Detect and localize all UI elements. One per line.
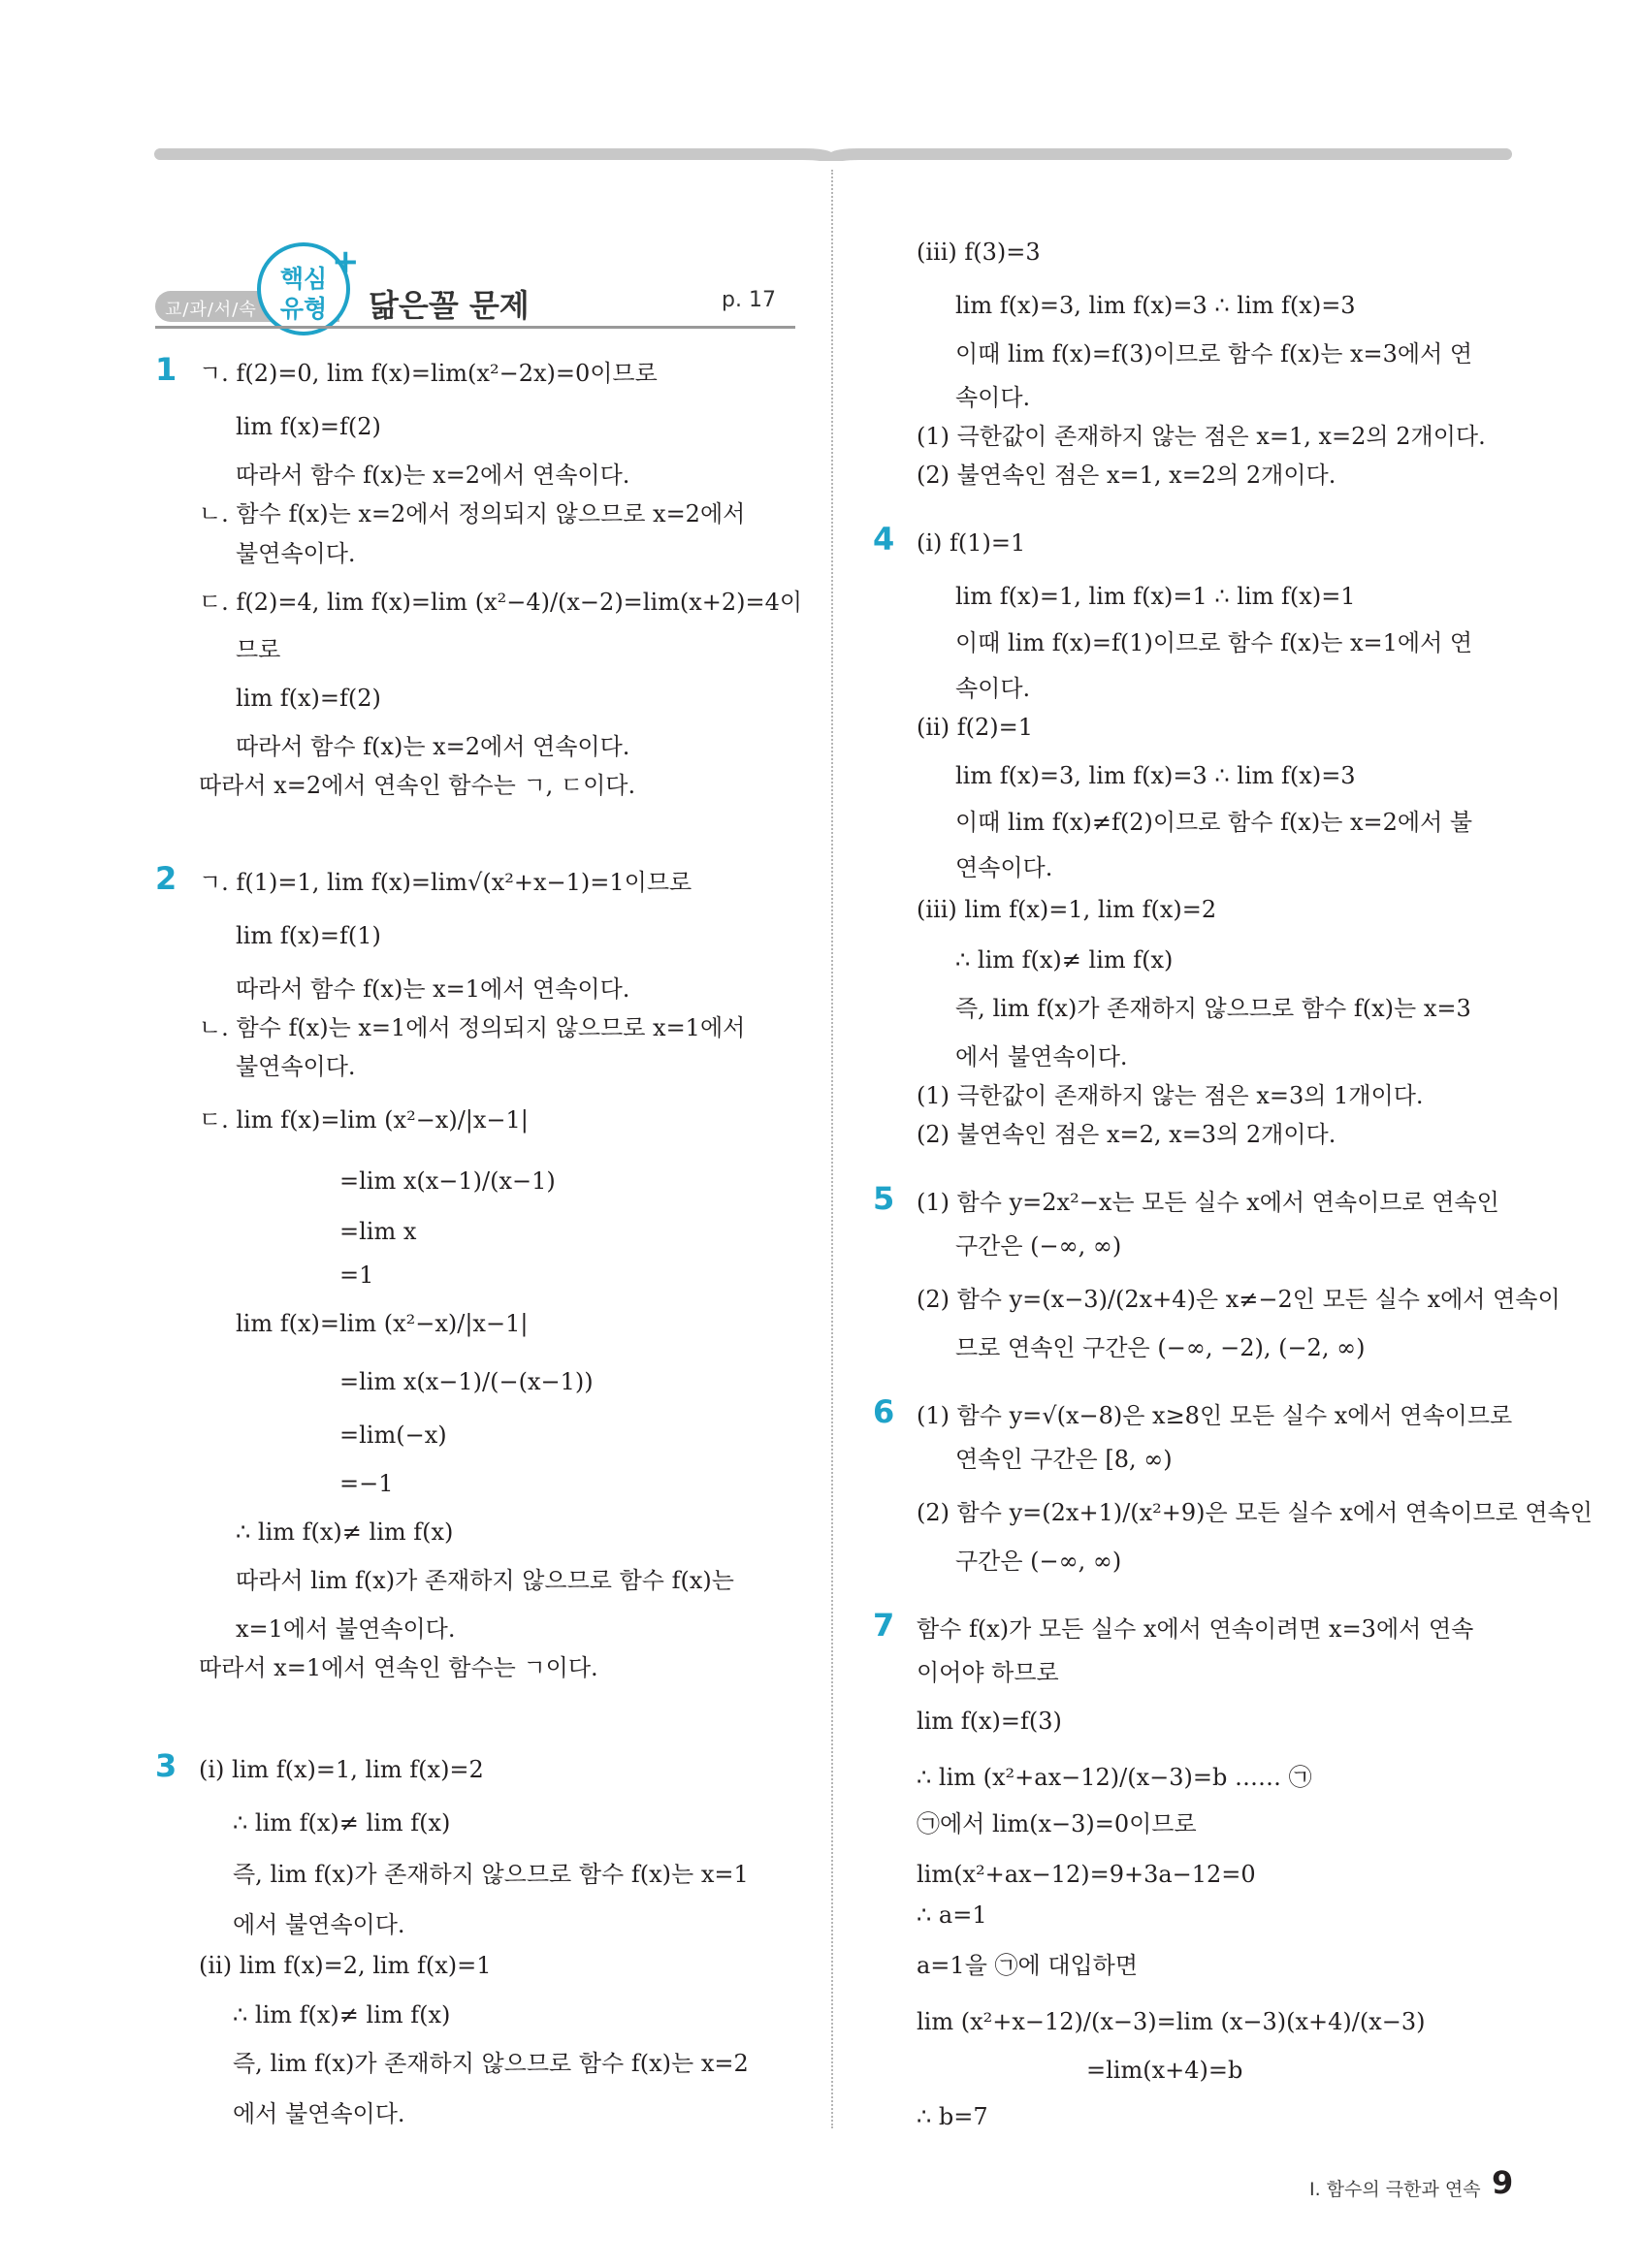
problem-number: 2 [155, 860, 177, 897]
solution-line: 불연속이다. [236, 540, 356, 567]
solution-line: 에서 불연속이다. [233, 2100, 405, 2127]
page-number: 9 [1492, 2164, 1514, 2201]
solution-line: =lim(−x) [339, 1421, 447, 1449]
solution-line: ∴ lim f(x)≠ lim f(x) [955, 946, 1174, 974]
solution-line: ㄴ. 함수 f(x)는 x=1에서 정의되지 않으므로 x=1에서 [199, 1014, 746, 1041]
solution-line: ㄷ. lim f(x)=lim (x²−x)/|x−1| [199, 1106, 529, 1134]
solution-line: (1) 극한값이 존재하지 않는 점은 x=3의 1개이다. [917, 1082, 1424, 1109]
solution-line: 므로 연속인 구간은 (−∞, −2), (−2, ∞) [955, 1334, 1366, 1361]
solution-line: =1 [339, 1262, 374, 1289]
solution-line: 이어야 하므로 [917, 1659, 1059, 1686]
solution-line: ㄱ. f(1)=1, lim f(x)=lim√(x²+x−1)=1이므로 [199, 869, 692, 896]
solution-line: (2) 함수 y=(x−3)/(2x+4)은 x≠−2인 모든 실수 x에서 연속이 [917, 1286, 1561, 1313]
problem-number: 4 [873, 521, 895, 558]
solution-line: (iii) lim f(x)=1, lim f(x)=2 [917, 896, 1217, 923]
solution-line: ㄷ. f(2)=4, lim f(x)=lim (x²−4)/(x−2)=lim(x+2)=4이 [199, 589, 803, 616]
solution-line: (2) 함수 y=(2x+1)/(x²+9)은 모든 실수 x에서 연속이므로 연속인 [917, 1499, 1593, 1526]
solution-line: 연속인 구간은 [8, ∞) [955, 1446, 1173, 1473]
solution-line: ∴ lim f(x)≠ lim f(x) [233, 1809, 451, 1837]
solution-line: (2) 불연속인 점은 x=1, x=2의 2개이다. [917, 462, 1336, 489]
solution-line: =−1 [339, 1470, 394, 1497]
solution-line: (i) lim f(x)=1, lim f(x)=2 [199, 1756, 484, 1783]
solution-line: a=1을 ㉠에 대입하면 [917, 1952, 1139, 1979]
solution-line: =lim x [339, 1218, 417, 1245]
solution-line: lim f(x)=f(1) [236, 922, 381, 949]
solution-line: ㉠에서 lim(x−3)=0이므로 [917, 1810, 1197, 1837]
solution-line: lim(x²+ax−12)=9+3a−12=0 [917, 1861, 1256, 1888]
column-divider [831, 170, 833, 2128]
solution-line: 이때 lim f(x)≠f(2)이므로 함수 f(x)는 x=2에서 불 [955, 809, 1473, 836]
badge-plus-icon: + [332, 242, 360, 281]
solution-line: lim f(x)=3, lim f(x)=3 ∴ lim f(x)=3 [955, 292, 1356, 319]
solution-line: ∴ a=1 [917, 1901, 987, 1929]
solution-line: (ii) lim f(x)=2, lim f(x)=1 [199, 1952, 492, 1979]
solution-line: (ii) f(2)=1 [917, 714, 1033, 741]
solution-line: 함수 f(x)가 모든 실수 x에서 연속이려면 x=3에서 연속 [917, 1615, 1474, 1643]
problem-number: 7 [873, 1607, 895, 1644]
solution-line: ∴ b=7 [917, 2103, 988, 2130]
page-reference: p. 17 [722, 288, 776, 312]
problem-number: 6 [873, 1393, 895, 1430]
solution-line: 즉, lim f(x)가 존재하지 않으므로 함수 f(x)는 x=3 [955, 995, 1471, 1022]
solution-line: =lim x(x−1)/(−(x−1)) [339, 1368, 594, 1395]
solution-line: 따라서 x=2에서 연속인 함수는 ㄱ, ㄷ이다. [199, 772, 636, 799]
solution-line: ∴ lim f(x)≠ lim f(x) [233, 2001, 451, 2028]
solution-line: 즉, lim f(x)가 존재하지 않으므로 함수 f(x)는 x=2 [233, 2050, 749, 2077]
solution-line: lim f(x)=3, lim f(x)=3 ∴ lim f(x)=3 [955, 762, 1356, 789]
badge-label: 교/과/서/속 [165, 300, 257, 320]
solution-line: (1) 극한값이 존재하지 않는 점은 x=1, x=2의 2개이다. [917, 423, 1486, 450]
solution-line: lim f(x)=1, lim f(x)=1 ∴ lim f(x)=1 [955, 583, 1356, 610]
solution-line: 이때 lim f(x)=f(1)이므로 함수 f(x)는 x=1에서 연 [955, 629, 1473, 656]
solution-line: 즉, lim f(x)가 존재하지 않으므로 함수 f(x)는 x=1 [233, 1861, 749, 1888]
solution-line: 에서 불연속이다. [233, 1911, 405, 1938]
solution-line: 따라서 함수 f(x)는 x=2에서 연속이다. [236, 462, 630, 489]
solution-line: (i) f(1)=1 [917, 529, 1026, 557]
solution-line: lim f(x)=f(2) [236, 413, 381, 440]
solution-line: lim f(x)=f(2) [236, 685, 381, 712]
solution-line: ∴ lim (x²+ax−12)/(x−3)=b …… ㉠ [917, 1764, 1312, 1791]
solution-line: ∴ lim f(x)≠ lim f(x) [236, 1518, 454, 1546]
problem-number: 5 [873, 1180, 895, 1217]
solution-line: 따라서 lim f(x)가 존재하지 않으므로 함수 f(x)는 [236, 1567, 734, 1594]
footer-chapter: Ⅰ. 함수의 극한과 연속 [1309, 2179, 1481, 2200]
solution-line: 이때 lim f(x)=f(3)이므로 함수 f(x)는 x=3에서 연 [955, 340, 1473, 367]
badge-bottom-text: 유형 [279, 295, 328, 323]
solution-line: 따라서 함수 f(x)는 x=2에서 연속이다. [236, 733, 630, 760]
solution-line: (iii) f(3)=3 [917, 239, 1041, 266]
solution-line: 므로 [236, 636, 281, 663]
solution-line: 연속이다. [955, 854, 1053, 881]
solution-line: 따라서 함수 f(x)는 x=1에서 연속이다. [236, 975, 630, 1003]
problem-number: 3 [155, 1747, 177, 1784]
solution-line: 속이다. [955, 675, 1031, 702]
solution-line: (1) 함수 y=√(x−8)은 x≥8인 모든 실수 x에서 연속이므로 [917, 1402, 1513, 1429]
solution-line: 불연속이다. [236, 1053, 356, 1080]
solution-line: ㄴ. 함수 f(x)는 x=2에서 정의되지 않으므로 x=2에서 [199, 500, 746, 527]
solution-line: (2) 불연속인 점은 x=2, x=3의 2개이다. [917, 1121, 1336, 1148]
solution-line: lim f(x)=f(3) [917, 1708, 1062, 1735]
section-title: 닮은꼴 문제 [369, 287, 530, 324]
solution-line: =lim(x+4)=b [1086, 2057, 1243, 2084]
solution-line: 구간은 (−∞, ∞) [955, 1548, 1122, 1575]
solution-line: x=1에서 불연속이다. [236, 1615, 456, 1643]
solution-line: lim (x²+x−12)/(x−3)=lim (x−3)(x+4)/(x−3) [917, 2008, 1426, 2035]
top-decorative-bar [153, 147, 1513, 161]
solution-line: 에서 불연속이다. [955, 1043, 1128, 1070]
section-header [155, 242, 795, 335]
solution-line: 속이다. [955, 384, 1031, 411]
header-rule [155, 326, 795, 329]
solution-line: 구간은 (−∞, ∞) [955, 1232, 1122, 1260]
badge-top-text: 핵심 [279, 265, 328, 293]
solution-line: (1) 함수 y=2x²−x는 모든 실수 x에서 연속이므로 연속인 [917, 1189, 1499, 1216]
solution-line: ㄱ. f(2)=0, lim f(x)=lim(x²−2x)=0이므로 [199, 360, 658, 387]
solution-line: =lim x(x−1)/(x−1) [339, 1167, 556, 1195]
problem-number: 1 [155, 351, 177, 388]
solution-line: 따라서 x=1에서 연속인 함수는 ㄱ이다. [199, 1654, 598, 1681]
solution-line: lim f(x)=lim (x²−x)/|x−1| [236, 1310, 529, 1337]
